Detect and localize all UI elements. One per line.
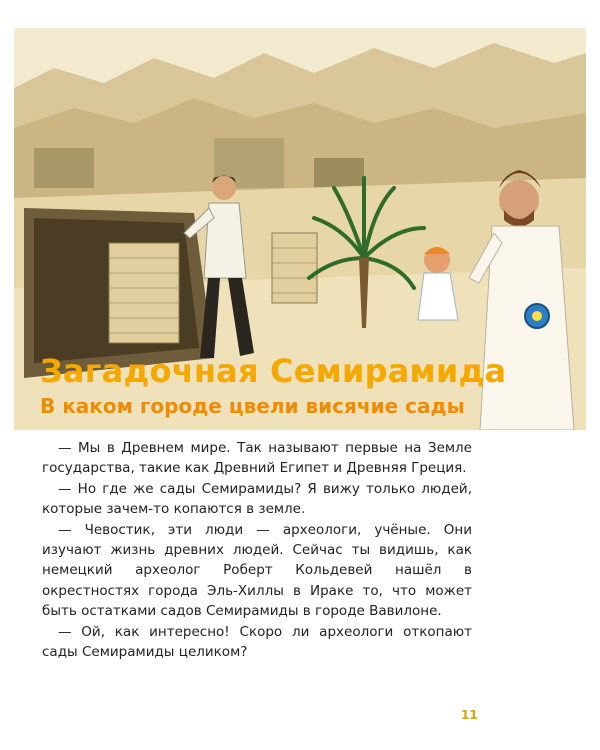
chapter-title: Загадочная Семирамида: [40, 352, 507, 390]
paragraph: — Но где же сады Семирамиды? Я вижу только людей, которые зачем-то копаются в земле.: [42, 480, 472, 518]
story-text: [42, 438, 472, 662]
paragraph: — Ой, как интересно! Скоро ли археологи откопают сады Семирамиды целиком?: [42, 623, 472, 661]
chapter-subtitle: В каком городе цвели висячие сады: [40, 394, 465, 418]
paragraph: — Чевостик, эти люди — археологи, учёные. Они изучают жизнь древних людей. Сейчас ты видишь, как немецкий археолог Роберт Кольдевей нашёл в окрестностях города Эль-Хиллы в Ираке то, что может быть остатками садов Семирамиды в городе Вавилоне.: [42, 521, 472, 620]
page-number: 11: [461, 708, 478, 722]
paragraph: — Мы в Древнем мире. Так называют первые на Земле государства, такие как Древний Египет и Древняя Греция.: [42, 440, 472, 477]
